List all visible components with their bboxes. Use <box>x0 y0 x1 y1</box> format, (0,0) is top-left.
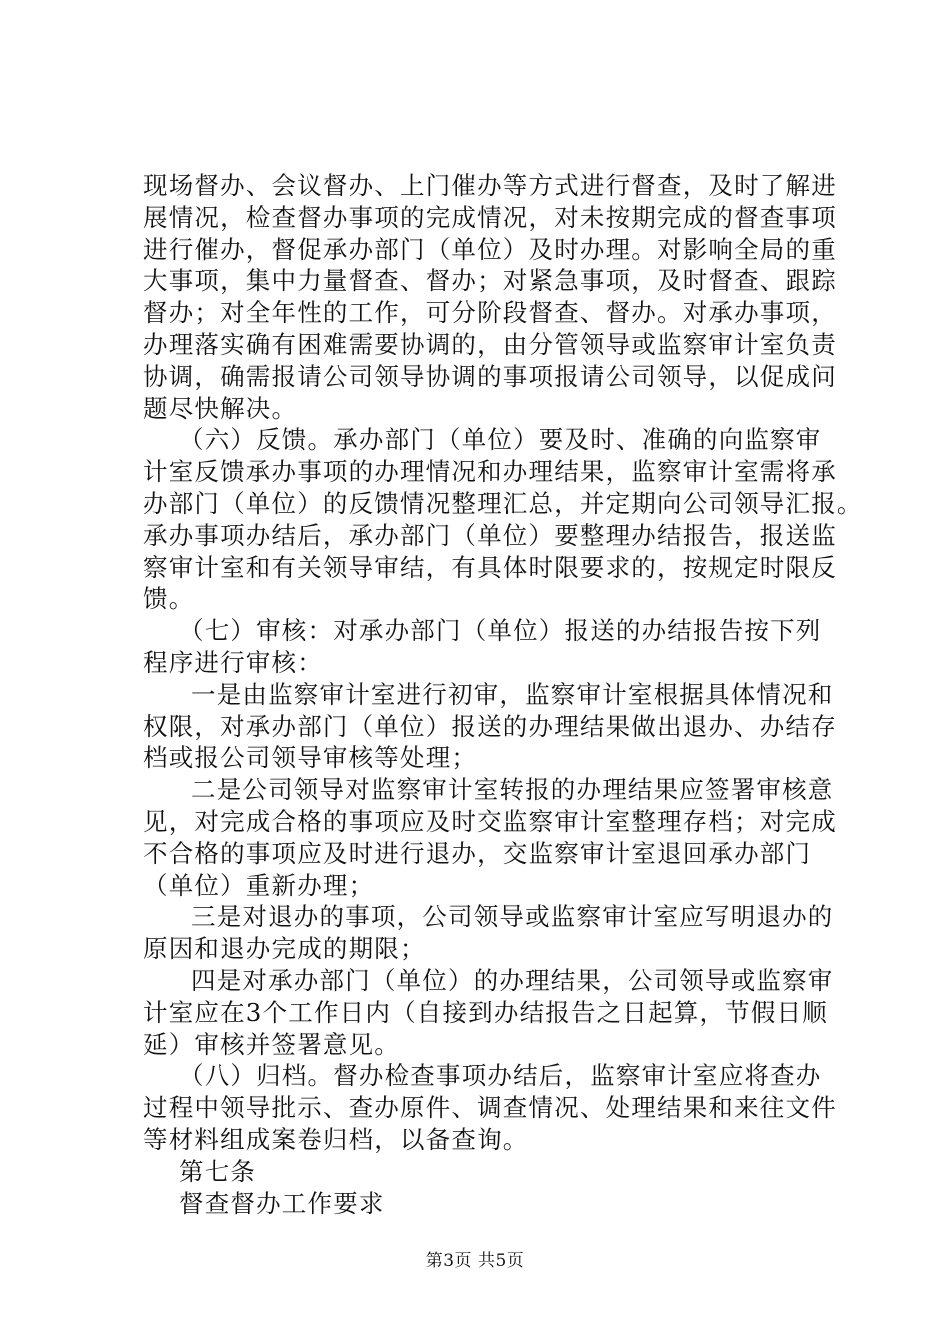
text-line: （单位）重新办理； <box>143 870 375 900</box>
text-line: 督办；对全年性的工作，可分阶段督查、督办。对承办事项， <box>143 298 837 328</box>
text-line: 计室反馈承办事项的办理情况和办理结果，监察审计室需将承 <box>143 457 837 487</box>
article-heading: 第七条 <box>179 1156 257 1186</box>
text-line: 展情况，检查督办事项的完成情况，对未按期完成的督查事项 <box>143 202 837 232</box>
paragraph-start: （六）反馈。承办部门（单位）要及时、准确的向监察审 <box>179 425 822 455</box>
paragraph-start: 三是对退办的事项，公司领导或监察审计室应写明退办的 <box>191 902 834 932</box>
text-line: 过程中领导批示、查办原件、调查情况、处理结果和来往文件 <box>143 1093 837 1123</box>
text-line: 办理落实确有困难需要协调的，由分管领导或监察审计室负责 <box>143 329 837 359</box>
paragraph-start: （八）归档。督办检查事项办结后，监察审计室应将查办 <box>179 1061 822 1091</box>
text-line: 协调，确需报请公司领导协调的事项报请公司领导，以促成问 <box>143 361 837 391</box>
text-line: 办部门（单位）的反馈情况整理汇总，并定期向公司领导汇报。 <box>143 488 863 518</box>
text-line: 馈。 <box>143 584 195 614</box>
text-line: 见，对完成合格的事项应及时交监察审计室整理存档；对完成 <box>143 806 837 836</box>
text-line: 大事项，集中力量督查、督办；对紧急事项，及时督查、跟踪 <box>143 266 837 296</box>
paragraph-start: （七）审核：对承办部门（单位）报送的办结报告按下列 <box>179 616 822 646</box>
paragraph-start: 一是由监察审计室进行初审，监察审计室根据具体情况和 <box>191 679 834 709</box>
text-line: 计室应在3个工作日内（自接到办结报告之日起算，节假日顺 <box>143 997 828 1027</box>
text-line: 题尽快解决。 <box>143 393 298 423</box>
text-line: 程序进行审核： <box>143 647 323 677</box>
document-body <box>143 170 863 1219</box>
text-line: 档或报公司领导审核等处理； <box>143 743 478 773</box>
text-line: 承办事项办结后，承办部门（单位）要整理办结报告，报送监 <box>143 520 837 550</box>
text-line: 等材料组成案卷归档，以备查询。 <box>143 1124 529 1154</box>
paragraph-start: 四是对承办部门（单位）的办理结果，公司领导或监察审 <box>191 965 834 995</box>
text-line: 进行催办，督促承办部门（单位）及时办理。对影响全局的重 <box>143 234 837 264</box>
text-line: 原因和退办完成的期限； <box>143 934 426 964</box>
text-line: 不合格的事项应及时进行退办，交监察审计室退回承办部门 <box>143 838 812 868</box>
text-line: 权限，对承办部门（单位）报送的办理结果做出退办、办结存 <box>143 711 837 741</box>
text-line: 察审计室和有关领导审结，有具体时限要求的，按规定时限反 <box>143 552 837 582</box>
article-title: 督查督办工作要求 <box>179 1188 385 1218</box>
paragraph-start: 二是公司领导对监察审计室转报的办理结果应签署审核意 <box>191 775 834 805</box>
text-line: 现场督办、会议督办、上门催办等方式进行督查，及时了解进 <box>143 171 837 200</box>
page-footer: 第3页 共5页 <box>425 1251 525 1271</box>
text-line: 延）审核并签署意见。 <box>143 1029 400 1059</box>
